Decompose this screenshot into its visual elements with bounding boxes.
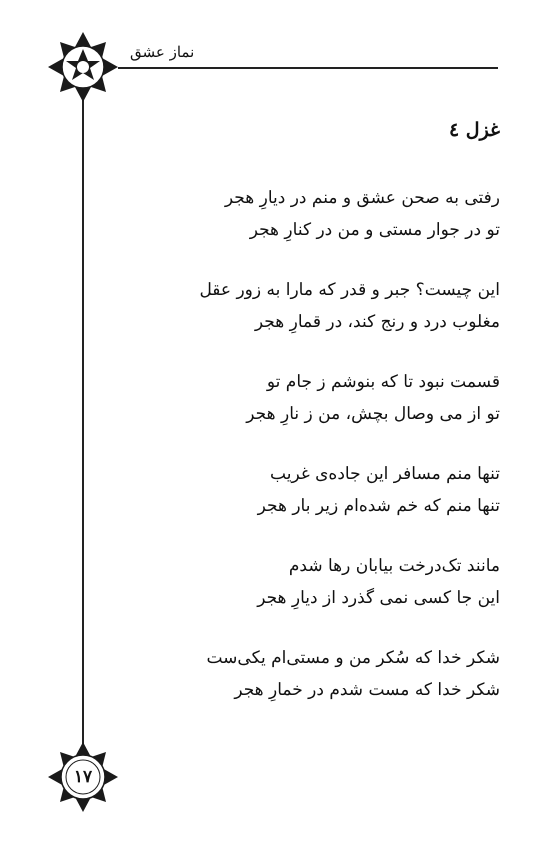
stanza — [120, 274, 500, 338]
verse-line: شکر خدا که مست شدم در خمارِ هجر — [234, 680, 500, 700]
header-rule — [118, 67, 498, 69]
verse-line: این چیست؟ جبر و قدر که مارا به زور عقل — [199, 280, 500, 300]
stanza — [120, 642, 500, 706]
running-title: نماز عشق — [130, 43, 195, 61]
stanza — [120, 366, 500, 430]
verse-line: مانند تک‌درخت بیابان رها شدم — [288, 556, 500, 576]
verse-line: تو از می وصال بچش، من ز نارِ هجر — [246, 404, 500, 424]
rosette-ornament-icon — [46, 30, 120, 104]
poem-title: غزل ٤ — [448, 119, 500, 141]
verse-line: تنها منم که خم شده‌ام زیر بار هجر — [257, 496, 500, 516]
margin-rule — [82, 88, 84, 748]
verse-line: شکر خدا که سُکر من و مستی‌ام یکی‌ست — [206, 648, 500, 668]
verse-line: رفتی به صحن عشق و منم در دیارِ هجر — [224, 188, 500, 208]
page-number: ۱۷ — [73, 767, 93, 787]
verse-line: تنها منم مسافر این جاده‌ی غریب — [270, 464, 500, 484]
verse-line: این جا کسی نمی گذرد از دیارِ هجر — [257, 588, 500, 608]
verse-line: تو در جوار مستی و من در کنارِ هجر — [249, 220, 500, 240]
stanza — [120, 182, 500, 246]
poem — [120, 116, 500, 734]
stanza — [120, 458, 500, 522]
verse-line: قسمت نبود تا که بنوشم ز جام تو — [266, 372, 500, 392]
stanza — [120, 550, 500, 614]
verse-line: مغلوب درد و رنج کند، در قمارِ هجر — [254, 312, 500, 332]
